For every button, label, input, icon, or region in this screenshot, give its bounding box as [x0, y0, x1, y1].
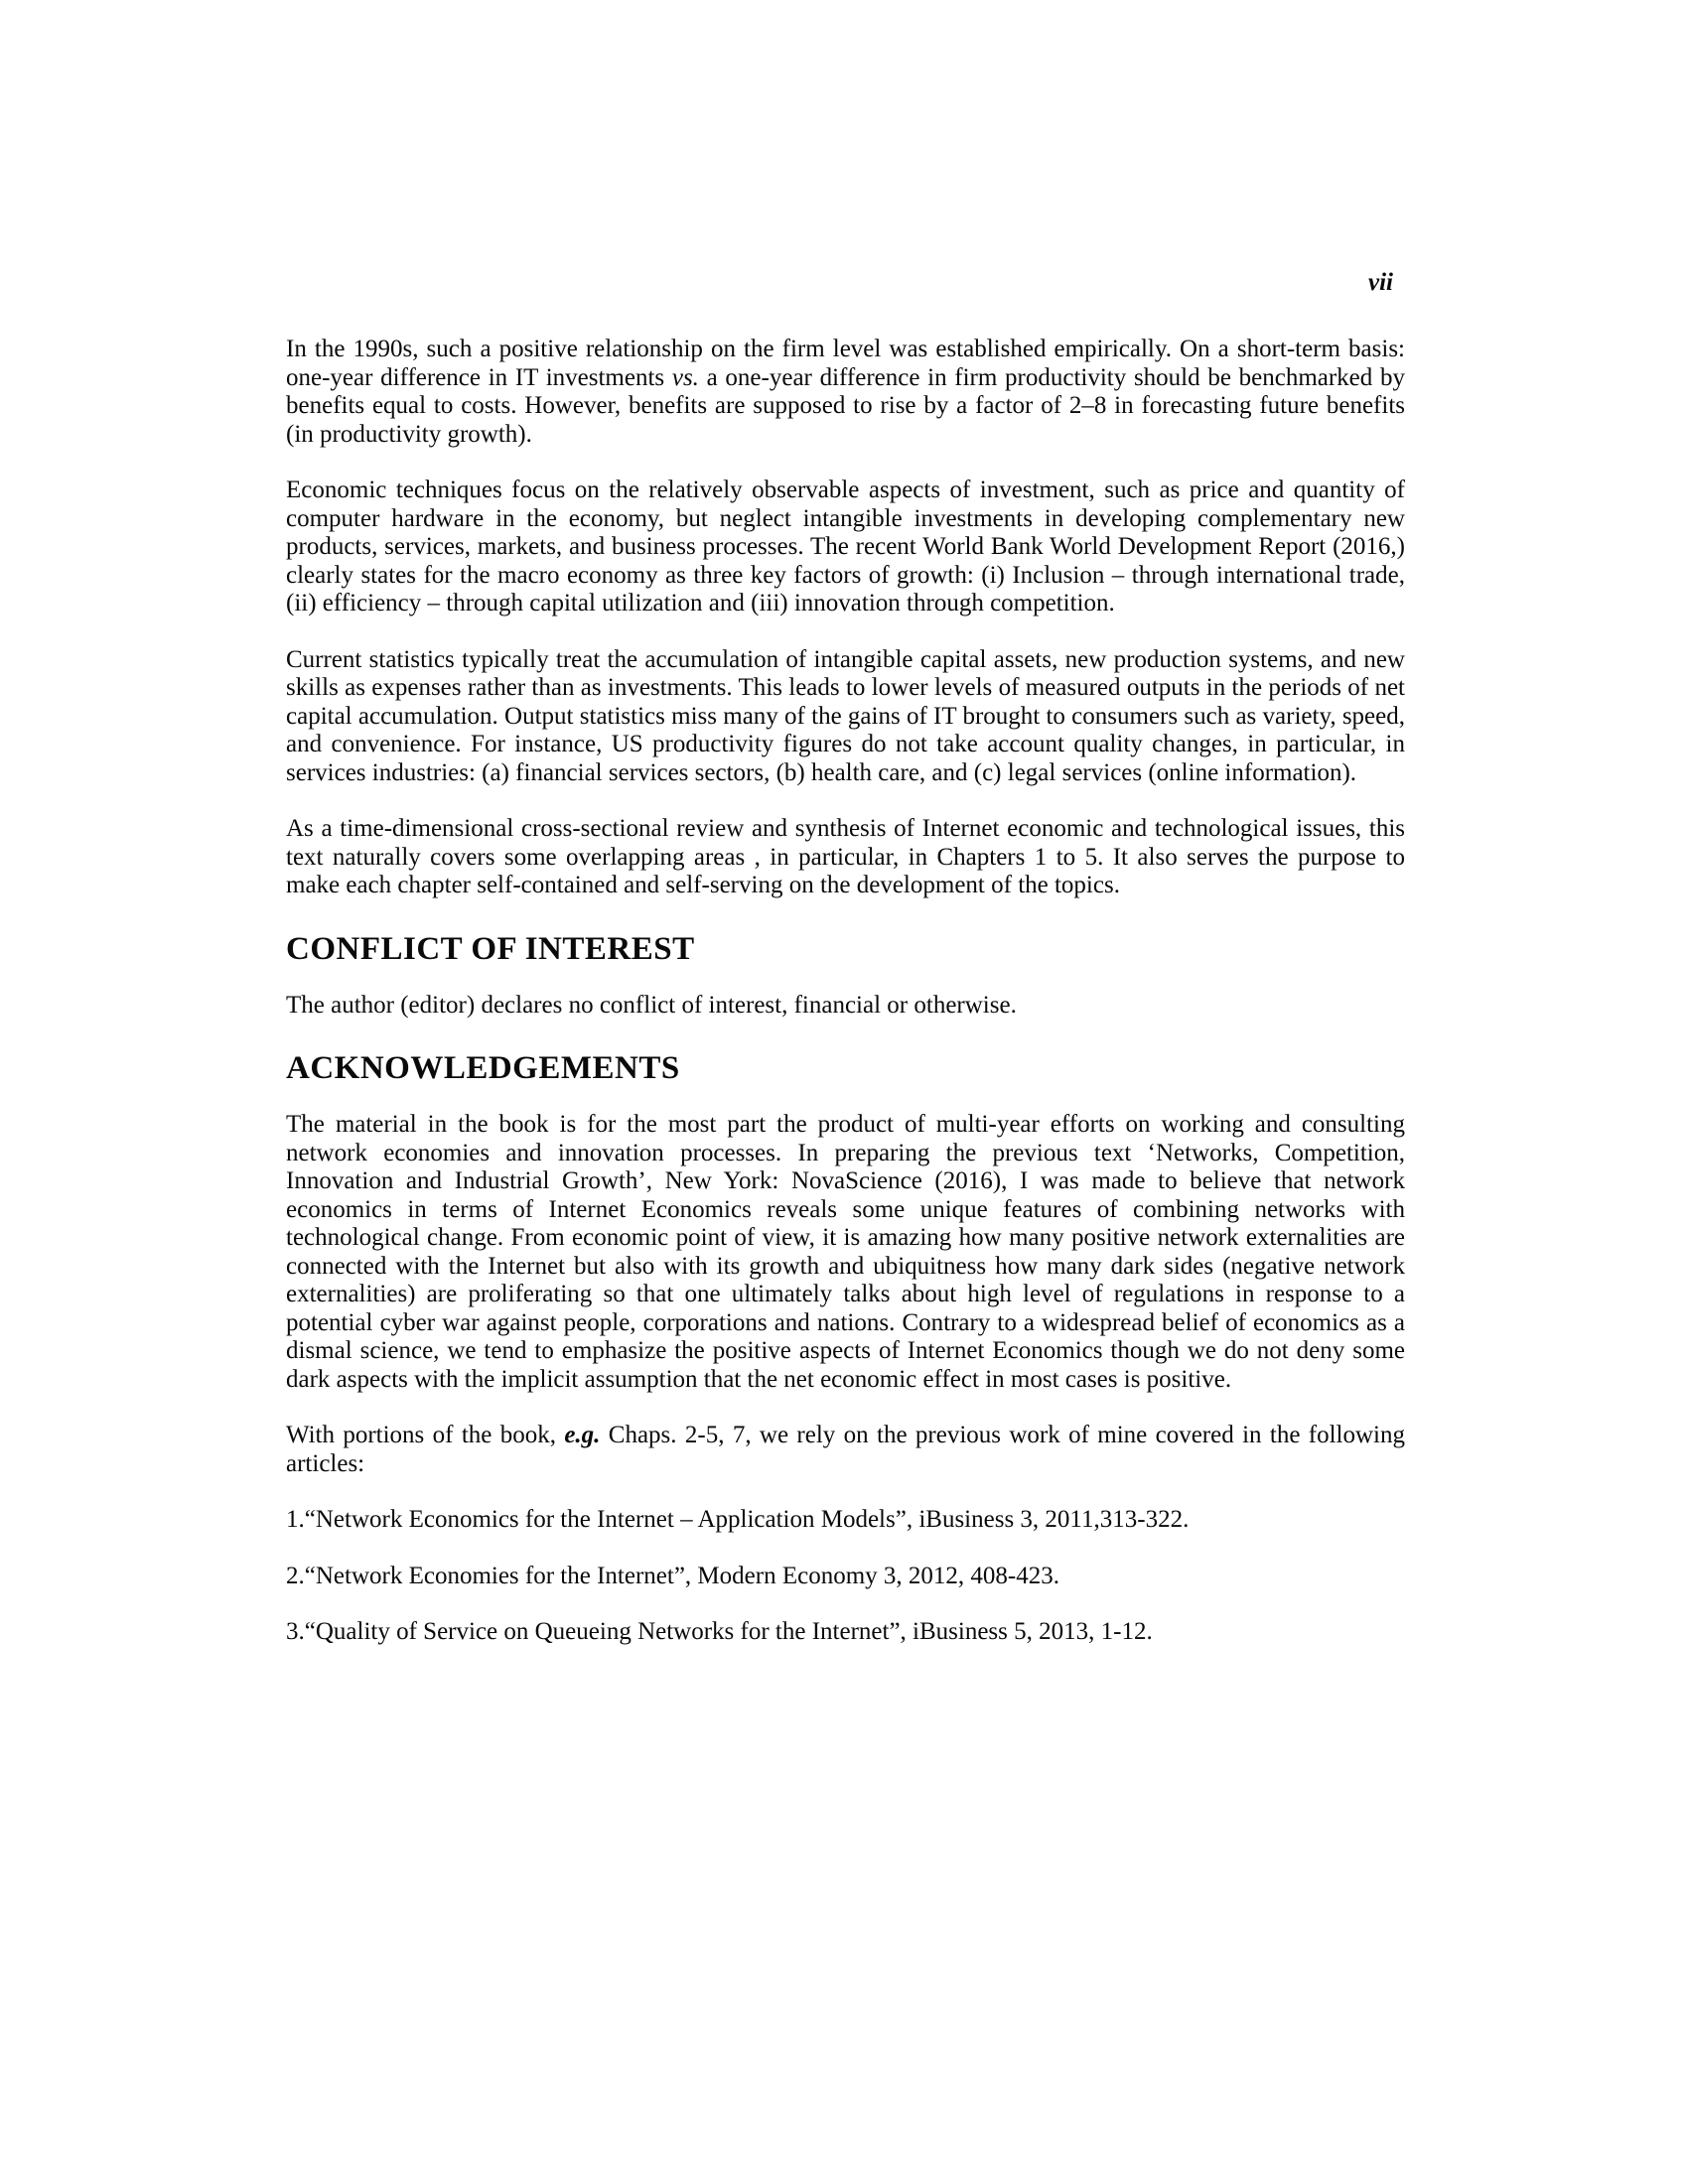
paragraph-economic-techniques: Economic techniques focus on the relatively observable aspects of investment, such as price and quantity of computer hardware in the economy, but neglect intangible investments in developing complementary new products, services, markets, and business processes. The recent World Bank World Development Report (2016,) clearly states for the macro economy as three key factors of growth: (i) Inclusion – through international trade, (ii) efficiency – through capital utilization and (iii) innovation through competition. — [286, 477, 1405, 616]
conflict-of-interest-heading: CONFLICT OF INTEREST — [286, 930, 695, 967]
acknowledgements-heading: ACKNOWLEDGEMENTS — [286, 1050, 680, 1086]
paragraph-firm-level-text-post: a one-year difference in firm productivity should be benchmarked by benefits equal to costs. However, benefits are supposed to rise by a factor of 2–8 in forecasting future benefits (in productivity growth). — [286, 363, 1405, 448]
acknowledgements-body: The material in the book is for the most part the product of multi-year efforts on working and consulting network economies and innovation processes. In preparing the previous text ‘Networks, Competition, Innovation and Industrial Growth’, New York: NovaScience (2016), I was made to believe that network economics in terms of Internet Economics reveals some unique features of combining networks with technological change. From economic point of view, it is amazing how many positive network externalities are connected with the Internet but also with its growth and ubiquitness how many dark sides (negative network externalities) are proliferating so that one ultimately talks about high level of regulations in response to a potential cyber war against people, corporations and nations. Contrary to a widespread belief of economics as a dismal science, we tend to emphasize the positive aspects of Internet Economics though we do not deny some dark aspects with the implicit assumption that the net economic effect in most cases is positive. — [286, 1111, 1405, 1393]
vs-italic: vs. — [671, 363, 699, 391]
reference-item-2: 2.“Network Economies for the Internet”, Modern Economy 3, 2012, 408-423. — [286, 1562, 1059, 1589]
paragraph-with-portions-text-post: Chaps. 2-5, 7, we rely on the previous work of mine covered in the following articles: — [286, 1422, 1405, 1477]
paragraph-cross-sectional-review: As a time-dimensional cross-sectional review and synthesis of Internet economic and technological issues, this text naturally covers some overlapping areas , in particular, in Chapters 1 to 5. It also serves the purpose to make each chapter self-contained and self-serving on the development of the topics. — [286, 815, 1405, 898]
conflict-of-interest-body: The author (editor) declares no conflict of interest, financial or otherwise. — [286, 991, 1017, 1019]
paragraph-with-portions — [286, 1422, 1405, 1478]
paragraph-firm-level — [286, 336, 1405, 449]
paragraph-firm-level-text-pre: In the 1990s, such a positive relationship on the firm level was established empirically. On a short-term basis: one-year difference in IT investments — [286, 336, 1405, 391]
paragraph-current-statistics: Current statistics typically treat the accumulation of intangible capital assets, new production systems, and new skills as expenses rather than as investments. This leads to lower levels of measured outputs in the periods of net capital accumulation. Output statistics miss many of the gains of IT brought to consumers such as variety, speed, and convenience. For instance, US productivity figures do not take account quality changes, in particular, in services industries: (a) financial services sectors, (b) health care, and (c) legal services (online information). — [286, 645, 1405, 786]
eg-italic: e.g. — [564, 1422, 601, 1448]
paragraph-with-portions-text-pre: With portions of the book, — [286, 1422, 565, 1448]
reference-item-1: 1.“Network Economics for the Internet – Application Models”, iBusiness 3, 2011,313-322. — [286, 1506, 1190, 1533]
reference-item-3: 3.“Quality of Service on Queueing Networks for the Internet”, iBusiness 5, 2013, 1-12. — [286, 1618, 1153, 1645]
page-number: vii — [1368, 269, 1393, 296]
text-column — [286, 268, 1405, 1647]
